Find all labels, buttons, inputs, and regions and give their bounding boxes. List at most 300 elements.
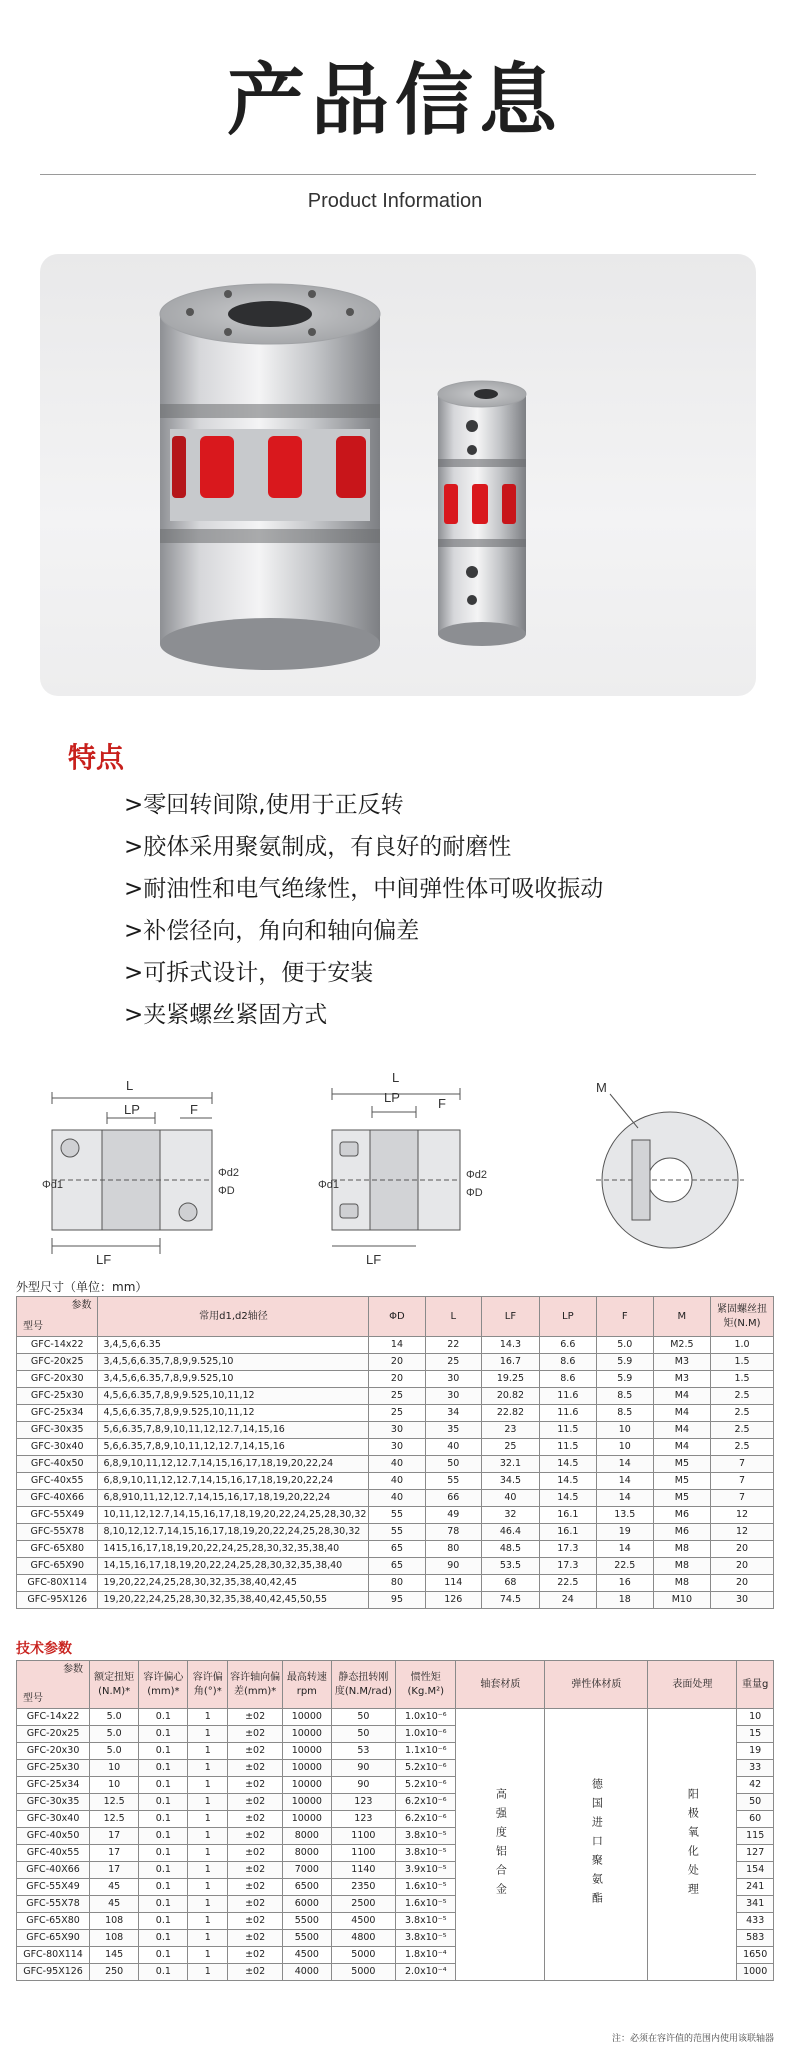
table-cell: 45 [90,1896,139,1913]
drawing-side-view [332,1088,460,1246]
dim-label: Φd2 [466,1169,488,1181]
table-cell: 6.6 [539,1337,596,1354]
page-subtitle: Product Information [307,190,483,212]
table-cell: 25 [369,1388,425,1405]
model-cell: GFC-30x40 [17,1439,98,1456]
table-cell: 19 [737,1743,774,1760]
table-cell: 14.5 [539,1473,596,1490]
table-cell: 0.1 [139,1777,188,1794]
table-cell: 1.5 [711,1354,774,1371]
table-cell: 7 [711,1456,774,1473]
table-cell: 14 [596,1473,653,1490]
model-cell: GFC-20x25 [17,1354,98,1371]
column-header: 重量g [737,1661,774,1709]
table-cell: M6 [653,1524,710,1541]
model-cell: GFC-65X90 [17,1930,90,1947]
column-header: 轴套材质 [456,1661,545,1709]
model-cell: GFC-40x50 [17,1456,98,1473]
table-row [17,1507,774,1524]
feature-item: >胶体采用聚氨制成，有良好的耐磨性 [124,834,512,860]
technical-table [16,1660,774,1981]
corner-header: 参数 型号 [17,1661,90,1709]
table-cell: 55 [425,1473,482,1490]
table-cell: M4 [653,1439,710,1456]
table-cell: 1.0x10⁻⁶ [396,1709,456,1726]
column-header: 最高转速rpm [283,1661,331,1709]
table-cell: 241 [737,1879,774,1896]
table-cell: 55 [369,1507,425,1524]
features-heading: 特点 [68,741,125,774]
table-cell: 50 [425,1456,482,1473]
table-cell: 5500 [283,1930,331,1947]
table-cell: 0.1 [139,1896,188,1913]
table-cell: 0.1 [139,1743,188,1760]
table-cell: 1 [188,1964,228,1981]
table-cell: 25 [482,1439,540,1456]
table-cell: 50 [737,1794,774,1811]
model-cell: GFC-40x55 [17,1845,90,1862]
table-cell: 0.1 [139,1794,188,1811]
table-cell: 1 [188,1896,228,1913]
table-cell: 6.2x10⁻⁶ [396,1794,456,1811]
table-row [17,1439,774,1456]
elastomer-tooth [268,436,302,498]
table-cell: 0.1 [139,1879,188,1896]
table-cell: 1 [188,1760,228,1777]
table-cell: 1 [188,1930,228,1947]
table-cell: 46.4 [482,1524,540,1541]
table-cell: 30 [425,1371,482,1388]
table-cell: 74.5 [482,1592,540,1609]
technical-drawings [40,1068,756,1268]
dimensions-section-label: 外型尺寸（单位：mm） [16,1280,148,1294]
table-cell: 17 [90,1828,139,1845]
table-cell: 5.2x10⁻⁶ [396,1760,456,1777]
table-cell: 22.5 [539,1575,596,1592]
table-cell: 1 [188,1726,228,1743]
table-cell: 0.1 [139,1947,188,1964]
model-cell: GFC-14x22 [17,1337,98,1354]
table-cell: M4 [653,1388,710,1405]
model-cell: GFC-40X66 [17,1862,90,1879]
dim-label: ΦD [466,1187,483,1199]
table-cell: 127 [737,1845,774,1862]
table-cell: 34.5 [482,1473,540,1490]
table-cell: 10 [90,1760,139,1777]
table-cell: 53 [331,1743,396,1760]
table-cell: 1 [188,1828,228,1845]
dim-label: L [392,1070,400,1085]
table-cell: 5.2x10⁻⁶ [396,1777,456,1794]
table-cell: 3.9x10⁻⁵ [396,1862,456,1879]
model-cell: GFC-65X80 [17,1541,98,1558]
feature-item: >可拆式设计，便于安装 [124,960,374,986]
table-cell: 0.1 [139,1811,188,1828]
table-cell: 8.6 [539,1354,596,1371]
table-cell: 10000 [283,1811,331,1828]
table-cell: 12 [711,1524,774,1541]
table-cell: 50 [331,1709,396,1726]
table-cell: 2.5 [711,1439,774,1456]
column-header: LP [539,1297,596,1337]
table-cell: 14 [596,1456,653,1473]
table-cell: 11.6 [539,1388,596,1405]
table-cell: 4,5,6,6.35,7,8,9,9.525,10,11,12 [98,1388,369,1405]
dim-label: L [126,1078,134,1093]
table-cell: 5000 [331,1947,396,1964]
model-cell: GFC-20x30 [17,1743,90,1760]
table-cell: 33 [737,1760,774,1777]
table-cell: 14.3 [482,1337,540,1354]
table-cell: M8 [653,1541,710,1558]
column-header: ΦD [369,1297,425,1337]
table-cell: 10000 [283,1709,331,1726]
table-cell: 8.6 [539,1371,596,1388]
table-cell: 4000 [283,1964,331,1981]
model-cell: GFC-65X80 [17,1913,90,1930]
table-cell: 1 [188,1913,228,1930]
table-cell: 10 [596,1439,653,1456]
table-cell: 19,20,22,24,25,28,30,32,35,38,40,42,45,50,55 [98,1592,369,1609]
table-cell: 20.82 [482,1388,540,1405]
elastomer-tooth [472,484,488,524]
table-cell: M4 [653,1405,710,1422]
table-cell: 16.1 [539,1507,596,1524]
table-cell: 12 [711,1507,774,1524]
table-row [17,1524,774,1541]
table-cell: 341 [737,1896,774,1913]
table-cell: ±02 [228,1709,283,1726]
dim-label: LP [124,1102,140,1117]
table-cell: 40 [369,1456,425,1473]
table-cell: 1650 [737,1947,774,1964]
small-coupling [438,381,526,646]
table-cell: 6000 [283,1896,331,1913]
table-cell: 19,20,22,24,25,28,30,32,35,38,40,42,45 [98,1575,369,1592]
table-cell: 114 [425,1575,482,1592]
model-cell: GFC-20x30 [17,1371,98,1388]
table-cell: 4500 [331,1913,396,1930]
table-cell: 65 [369,1541,425,1558]
table-cell: 1.6x10⁻⁵ [396,1896,456,1913]
model-cell: GFC-95X126 [17,1964,90,1981]
table-cell: 1 [188,1794,228,1811]
table-cell: 108 [90,1930,139,1947]
table-cell: 5000 [331,1964,396,1981]
table-cell: M5 [653,1473,710,1490]
elastomer-tooth [336,436,366,498]
table-cell: ±02 [228,1845,283,1862]
table-cell: 32 [482,1507,540,1524]
model-cell: GFC-55X78 [17,1896,90,1913]
table-cell: M4 [653,1422,710,1439]
table-cell: 30 [425,1388,482,1405]
table-cell: 108 [90,1913,139,1930]
table-cell: 250 [90,1964,139,1981]
table-cell: 6500 [283,1879,331,1896]
column-header: 容许轴向偏差(mm)* [228,1661,283,1709]
table-cell: 1 [188,1743,228,1760]
table-cell: 10000 [283,1726,331,1743]
table-cell: 5.0 [90,1743,139,1760]
large-coupling [160,284,380,670]
title-divider [40,174,756,175]
model-cell: GFC-25x34 [17,1405,98,1422]
table-row [17,1371,774,1388]
table-cell: 30 [369,1422,425,1439]
table-cell: 3,4,5,6,6.35,7,8,9,9.525,10 [98,1354,369,1371]
table-cell: 154 [737,1862,774,1879]
table-cell: 17.3 [539,1541,596,1558]
table-cell: ±02 [228,1794,283,1811]
table-cell: ±02 [228,1879,283,1896]
drawing-svg [40,1068,756,1268]
table-row [17,1456,774,1473]
model-cell: GFC-80X114 [17,1947,90,1964]
table-cell: 1.6x10⁻⁵ [396,1879,456,1896]
column-header: LF [482,1297,540,1337]
table-cell: 32.1 [482,1456,540,1473]
table-cell: 3.8x10⁻⁵ [396,1913,456,1930]
dim-label: F [190,1102,198,1117]
table-cell: 8.5 [596,1388,653,1405]
model-cell: GFC-55X49 [17,1507,98,1524]
table-cell: 17 [90,1862,139,1879]
table-cell: 95 [369,1592,425,1609]
table-row [17,1473,774,1490]
table-row [17,1490,774,1507]
dimensions-table [16,1296,774,1609]
table-cell: 42 [737,1777,774,1794]
table-cell: 80 [369,1575,425,1592]
table-cell: 5500 [283,1913,331,1930]
technical-section-label: 技术参数 [16,1641,72,1657]
drawing-end-view [596,1094,744,1248]
model-cell: GFC-55X49 [17,1879,90,1896]
table-cell: ±02 [228,1777,283,1794]
table-cell: 0.1 [139,1964,188,1981]
table-cell: 14,15,16,17,18,19,20,22,24,25,28,30,32,35,38,40 [98,1558,369,1575]
table-cell: 5,6,6.35,7,8,9,10,11,12,12.7,14,15,16 [98,1439,369,1456]
table-cell: 0.1 [139,1760,188,1777]
table-cell: M8 [653,1558,710,1575]
table-cell: 23 [482,1422,540,1439]
feature-item: >夹紧螺丝紧固方式 [124,1002,328,1028]
page-title: 产品信息 [226,56,563,146]
model-cell: GFC-30x35 [17,1794,90,1811]
table-cell: 11.5 [539,1439,596,1456]
table-cell: 2.0x10⁻⁴ [396,1964,456,1981]
table-cell: 10 [596,1422,653,1439]
table-cell: 15 [737,1726,774,1743]
table-cell: 40 [425,1439,482,1456]
table-cell: 5.0 [596,1337,653,1354]
table-cell: 1 [188,1777,228,1794]
table-cell: 1 [188,1879,228,1896]
model-cell: GFC-30x35 [17,1422,98,1439]
column-header: F [596,1297,653,1337]
table-cell: 14.5 [539,1490,596,1507]
table-cell: 20 [369,1371,425,1388]
table-row [17,1337,774,1354]
table-cell: 49 [425,1507,482,1524]
table-cell: 90 [425,1558,482,1575]
table-cell: 0.1 [139,1930,188,1947]
model-cell: GFC-25x30 [17,1760,90,1777]
table-cell: 25 [425,1354,482,1371]
table-cell: 11.6 [539,1405,596,1422]
table-cell: 55 [369,1524,425,1541]
table-cell: 34 [425,1405,482,1422]
table-cell: 90 [331,1777,396,1794]
column-header: 紧固螺丝扭矩(N.M) [711,1297,774,1337]
table-cell: 10000 [283,1760,331,1777]
model-cell: GFC-40X66 [17,1490,98,1507]
table-cell: 115 [737,1828,774,1845]
model-cell: GFC-30x40 [17,1811,90,1828]
table-cell: 50 [331,1726,396,1743]
column-header: 额定扭矩(N.M)* [90,1661,139,1709]
usage-note: 注：必须在容许值的范围内使用该联轴器 [611,2034,774,2044]
table-cell: ±02 [228,1896,283,1913]
table-cell: M3 [653,1354,710,1371]
model-cell: GFC-55X78 [17,1524,98,1541]
table-cell: ±02 [228,1913,283,1930]
table-cell: 4,5,6,6.35,7,8,9,9.525,10,11,12 [98,1405,369,1422]
dim-label: LP [384,1090,400,1105]
model-cell: GFC-80X114 [17,1575,98,1592]
table-row [17,1592,774,1609]
table-cell: 5.9 [596,1354,653,1371]
column-header: 容许偏角(°)* [188,1661,228,1709]
dim-label: Φd1 [318,1179,340,1191]
elastomer-tooth [172,436,186,498]
table-cell: 12.5 [90,1811,139,1828]
column-header: M [653,1297,710,1337]
table-cell: 123 [331,1811,396,1828]
table-cell: 6,8,9,10,11,12,12.7,14,15,16,17,18,19,20,22,24 [98,1473,369,1490]
table-cell: 25 [369,1405,425,1422]
table-cell: 4800 [331,1930,396,1947]
table-cell: 53.5 [482,1558,540,1575]
table-cell: ±02 [228,1930,283,1947]
table-cell: 35 [425,1422,482,1439]
table-cell: 1.1x10⁻⁶ [396,1743,456,1760]
table-cell: ±02 [228,1726,283,1743]
table-cell: 1 [188,1845,228,1862]
table-cell: 8.5 [596,1405,653,1422]
table-cell: ±02 [228,1811,283,1828]
table-cell: 1.0 [711,1337,774,1354]
table-cell: 0.1 [139,1845,188,1862]
table-cell: 126 [425,1592,482,1609]
table-cell: 10000 [283,1794,331,1811]
table-cell: M10 [653,1592,710,1609]
table-cell: 40 [369,1473,425,1490]
table-cell: 8,10,12,12.7,14,15,16,17,18,19,20,22,24,25,28,30,32 [98,1524,369,1541]
table-cell: ±02 [228,1947,283,1964]
table-cell: M2.5 [653,1337,710,1354]
table-cell: 2.5 [711,1422,774,1439]
table-cell: 7 [711,1473,774,1490]
table-cell: 60 [737,1811,774,1828]
table-cell: 6,8,9,10,11,12,12.7,14,15,16,17,18,19,20,22,24 [98,1456,369,1473]
column-header: 表面处理 [648,1661,737,1709]
table-cell: 2350 [331,1879,396,1896]
table-cell: 0.1 [139,1709,188,1726]
model-cell: GFC-95X126 [17,1592,98,1609]
table-cell: 1 [188,1947,228,1964]
dim-label: Φd1 [42,1179,64,1191]
table-cell: 0.1 [139,1913,188,1930]
table-cell: 10 [737,1709,774,1726]
features-list [124,788,603,1040]
table-cell: 40 [482,1490,540,1507]
corner-header: 参数 型号 [17,1297,98,1337]
table-cell: 2.5 [711,1405,774,1422]
dim-label: LF [366,1252,382,1267]
column-header: L [425,1297,482,1337]
table-cell: 1415,16,17,18,19,20,22,24,25,28,30,32,35,38,40 [98,1541,369,1558]
table-cell: 4500 [283,1947,331,1964]
table-cell: 5.9 [596,1371,653,1388]
surface-cell: 阳极氧化处理 [648,1709,737,1981]
table-cell: ±02 [228,1964,283,1981]
elastomer-tooth [502,484,516,524]
table-cell: ±02 [228,1862,283,1879]
table-cell: 0.1 [139,1828,188,1845]
table-cell: 1 [188,1862,228,1879]
table-cell: 16 [596,1575,653,1592]
table-cell: 6,8,910,11,12,12.7,14,15,16,17,18,19,20,22,24 [98,1490,369,1507]
feature-item: >零回转间隙,使用于正反转 [124,792,404,818]
coupling-illustration [40,254,756,696]
table-cell: 3,4,5,6,6.35,7,8,9,9.525,10 [98,1371,369,1388]
table-cell: 18 [596,1592,653,1609]
table-cell: 1.8x10⁻⁴ [396,1947,456,1964]
table-cell: 13.5 [596,1507,653,1524]
table-cell: 30 [369,1439,425,1456]
elastomer-tooth [444,484,458,524]
model-cell: GFC-40x55 [17,1473,98,1490]
table-cell: 65 [369,1558,425,1575]
dim-label: Φd2 [218,1167,240,1179]
model-cell: GFC-25x30 [17,1388,98,1405]
column-header: 容许偏心(mm)* [139,1661,188,1709]
table-row [17,1709,774,1726]
column-header: 常用d1,d2轴径 [98,1297,369,1337]
table-cell: ±02 [228,1760,283,1777]
column-header: 惯性矩(Kg.M²) [396,1661,456,1709]
table-row [17,1354,774,1371]
table-row [17,1541,774,1558]
column-header: 静态扭转刚度(N.M/rad) [331,1661,396,1709]
table-cell: 123 [331,1794,396,1811]
table-row [17,1405,774,1422]
table-cell: 1 [188,1811,228,1828]
table-cell: 10 [90,1777,139,1794]
table-cell: 80 [425,1541,482,1558]
table-cell: 17 [90,1845,139,1862]
table-cell: 3.8x10⁻⁵ [396,1930,456,1947]
table-row [17,1422,774,1439]
product-photo [40,254,756,696]
table-cell: 2500 [331,1896,396,1913]
table-cell: 1000 [737,1964,774,1981]
table-cell: 5,6,6.35,7,8,9,10,11,12,12.7,14,15,16 [98,1422,369,1439]
table-cell: 22 [425,1337,482,1354]
table-cell: 5.0 [90,1709,139,1726]
